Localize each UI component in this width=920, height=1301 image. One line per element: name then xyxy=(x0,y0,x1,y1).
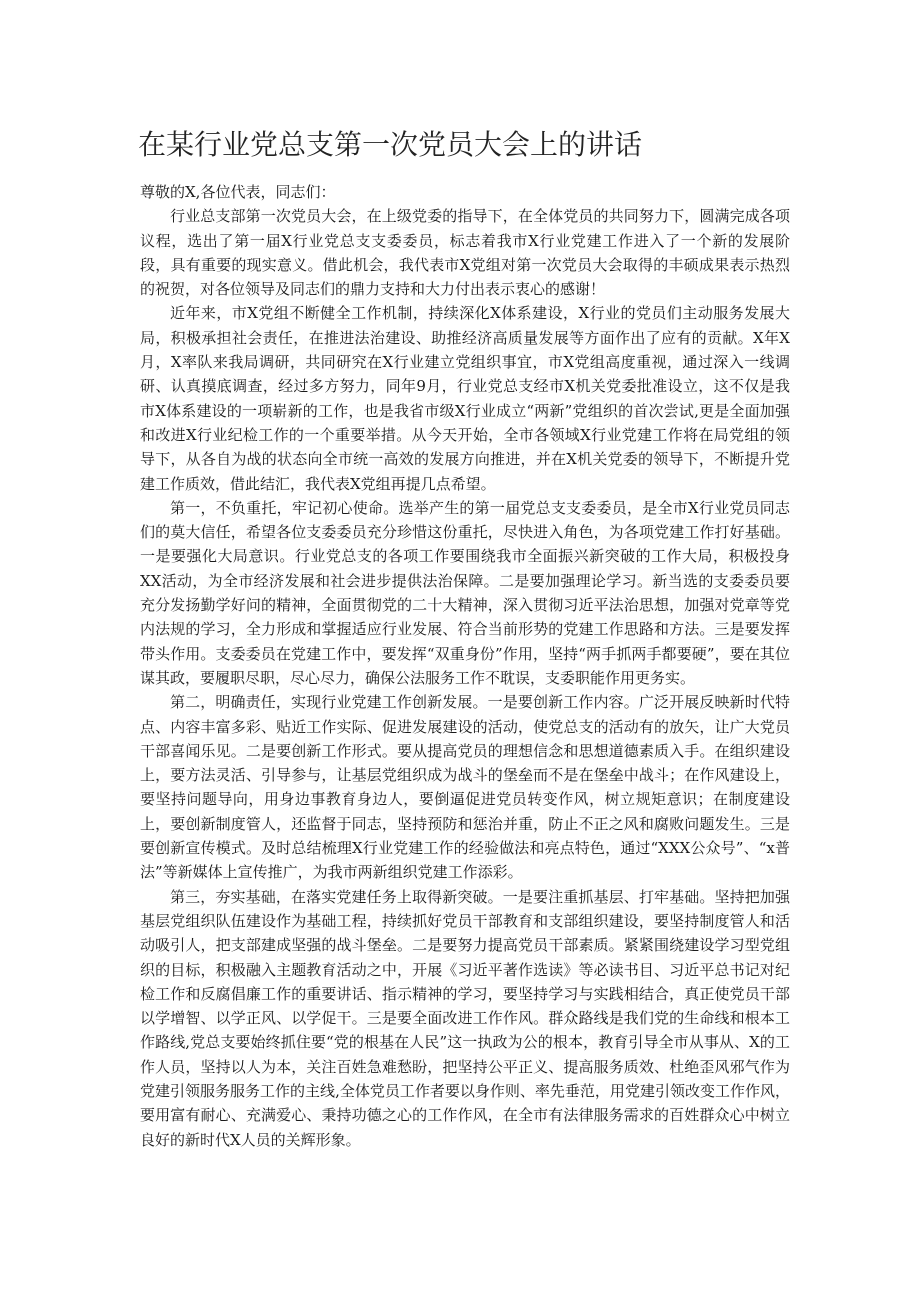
speech-body xyxy=(140,180,790,1152)
paragraph-second-point: 第二，明确责任，实现行业党建工作创新发展。一是要创新工作内容。广泛开展反映新时代特点、内容丰富多彩、贴近工作实际、促进发展建设的活动，使党总支的活动有的放矢，让广大党员干部喜闻乐见。二是要创新工作形式。要从提高党员的理想信念和思想道德素质入手。在组织建设上，要方法灵活、引导参与，让基层党组织成为战斗的堡垒而不是在堡垒中战斗；在作风建设上，要坚持问题导向，用身边事教育身边人，要倒逼促进党员转变作风，树立规矩意识；在制度建设上，要创新制度管人，还监督于同志，坚持预防和惩治并重，防止不正之风和腐败问题发生。三是要创新宣传模式。及时总结梳理X行业党建工作的经验做法和亮点特色，通过“XXX公众号”、“x普法”等新媒体上宣传推广，为我市两新组织党建工作添彩。 xyxy=(140,693,790,882)
paragraph-background: 近年来，市X党组不断健全工作机制，持续深化X体系建设，X行业的党员们主动服务发展大局，积极承担社会责任，在推进法治建设、助推经济高质量发展等方面作出了应有的贡献。X年X月，X率队来我局调研，共同研究在X行业建立党组织事宜，市X党组高度重视，通过深入一线调研、认真摸底调查，经过多方努力，同年9月，行业党总支经市X机关党委批准设立，这不仅是我市X体系建设的一项崭新的工作，也是我省市级X行业成立“两新”党组织的首次尝试,更是全面加强和改进X行业纪检工作的一个重要举措。从今天开始，全市各领域X行业党建工作将在局党组的领导下，从各自为战的状态向全市统一高效的发展方向推进，并在X机关党委的领导下，不断提升党建工作质效，借此结汇，我代表X党组再提几点希望。 xyxy=(140,304,790,493)
paragraph-first-point: 第一，不负重托，牢记初心使命。选举产生的第一届党总支支委委员，是全市X行业党员同志们的莫大信任，希望各位支委委员充分珍惜这份重托，尽快进入角色，为各项党建工作打好基础。一是要强化大局意识。行业党总支的各项工作要围绕我市全面振兴新突破的工作大局，积极投身XX活动，为全市经济发展和社会进步提供法治保障。二是要加强理论学习。新当选的支委委员要充分发扬勤学好问的精神，全面贯彻党的二十大精神，深入贯彻习近平法治思想，加强对党章等党内法规的学习，全力形成和掌握适应行业发展、符合当前形势的党建工作思路和方法。三是要发挥带头作用。支委委员在党建工作中，要发挥“双重身份”作用，坚持“两手抓两手都要硬”，要在其位谋其政，要履职尽职，尽心尽力，确保公法服务工作不耽误，支委职能作用更务实。 xyxy=(140,498,790,687)
salutation: 尊敬的X,各位代表，同志们： xyxy=(140,183,336,201)
page-title: 在某行业党总支第一次党员大会上的讲话 xyxy=(138,128,643,161)
paragraph-third-point: 第三，夯实基础，在落实党建任务上取得新突破。一是要注重抓基层、打牢基础。坚持把加强基层党组织队伍建设作为基础工程，持续抓好党员干部教育和支部组织建设，要坚持制度管人和活动吸引人，把支部建成坚强的战斗堡垒。二是要努力提高党员干部素质。紧紧围绕建设学习型党组织的目标，积极融入主题教育活动之中，开展《习近平著作选读》等必读书目、习近平总书记对纪检工作和反腐倡廉工作的重要讲话、指示精神的学习，要坚持学习与实践相结合，真正使党员干部以学增智、以学正风、以学促干。三是要全面改进工作作风。群众路线是我们党的生命线和根本工作路线,党总支要始终抓住要“党的根基在人民”这一执政为公的根本，教育引导全市从事从、X的工作人员，坚持以人为本，关注百姓急难愁盼，把坚持公平正义、提高服务质效、杜绝歪风邪气作为党建引领服务服务工作的主线,全体党员工作者要以身作则、率先垂范，用党建引领改变工作作风，要用富有耐心、充满爱心、秉持功德之心的工作作风，在全市有法律服务需求的百姓群众心中树立良好的新时代X人员的关辉形象。 xyxy=(140,887,790,1149)
paragraph-opening: 行业总支部第一次党员大会，在上级党委的指导下，在全体党员的共同努力下，圆满完成各项议程，选出了第一届X行业党总支支委委员，标志着我市X行业党建工作进入了一个新的发展阶段，具有重要的现实意义。借此机会，我代表市X党组对第一次党员大会取得的丰硕成果表示热烈的祝贺，对各位领导及同志们的鼎力支持和大力付出表示衷心的感谢！ xyxy=(140,207,790,299)
